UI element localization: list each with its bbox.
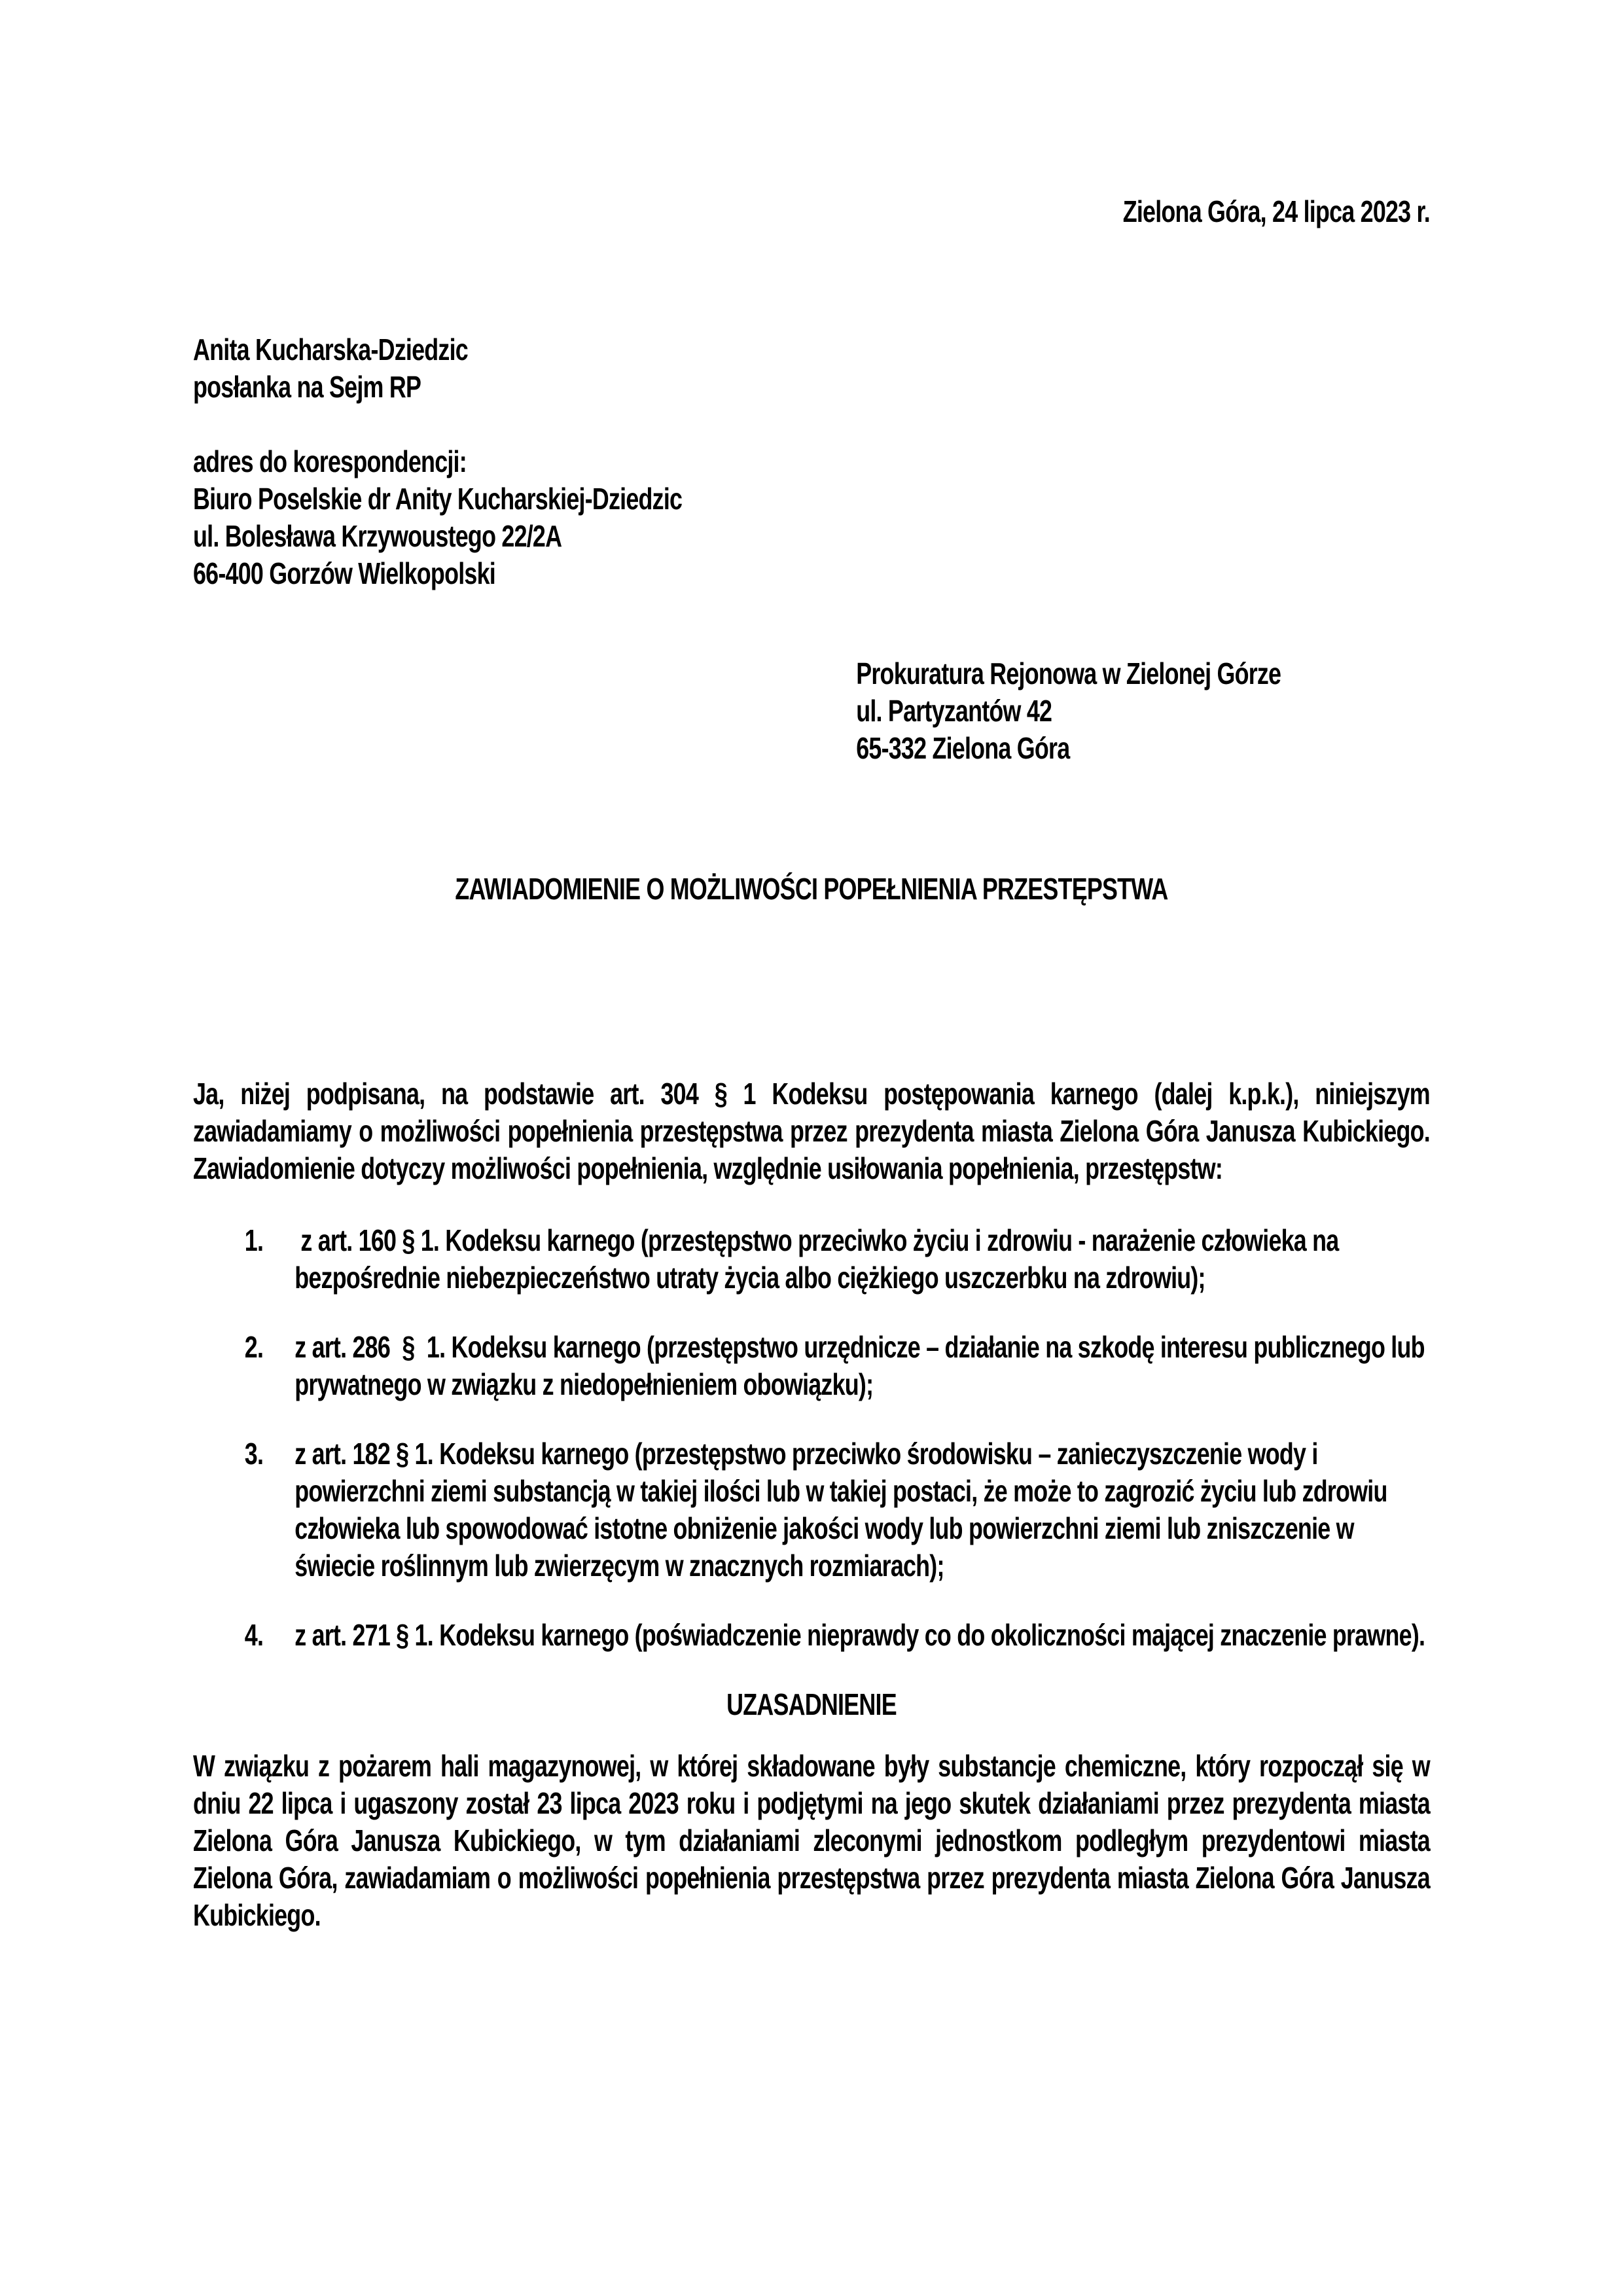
document-title: ZAWIADOMIENIE O MOŻLIWOŚCI POPEŁNIENIA PRZESTĘPSTWA [455, 872, 1168, 906]
offense-item-text: z art. 286 § 1. Kodeksu karnego (przestępstwo urzędnicze – działanie na szkodę interesu publicznego lub prywatnego w związku z niedopełnieniem obowiązku); [294, 1330, 1431, 1401]
offense-item-number: 2. [244, 1330, 264, 1364]
intro-paragraph: Ja, niżej podpisana, na podstawie art. 304 § 1 Kodeksu postępowania karnego (dalej k.p.k.), niniejszym zawiadamiamy o możliwości popełnienia przestępstwa przez prezydenta miasta Zielona Góra Janusza Kubickiego. Zawiadomienie dotyczy możliwości popełnienia, względnie usiłowania popełnienia, przestępstw: [193, 1077, 1430, 1185]
offense-item [245, 1435, 1430, 1585]
sender-address-line: ul. Bolesława Krzywoustego 22/2A [193, 519, 562, 553]
offense-item-text: z art. 160 § 1. Kodeksu karnego (przestępstwo przeciwko życiu i zdrowiu - narażenie człowieka na bezpośrednie niebezpieczeństwo utraty życia albo ciężkiego uszczerbku na zdrowiu); [294, 1223, 1345, 1295]
offense-item [245, 1329, 1430, 1403]
sender-block [193, 331, 1430, 592]
offense-item-number: 3. [244, 1437, 264, 1471]
recipient-name: Prokuratura Rejonowa w Zielonej Górze [856, 656, 1281, 691]
document-content [193, 193, 1430, 1934]
sender-role: posłanka na Sejm RP [193, 370, 421, 404]
offense-item [245, 1222, 1430, 1297]
sender-name: Anita Kucharska-Dziedzic [193, 332, 468, 367]
sender-address-line: 66-400 Gorzów Wielkopolski [193, 556, 495, 590]
sender-correspondence-label: adres do korespondencji: [193, 444, 467, 478]
offense-item-text: z art. 182 § 1. Kodeksu karnego (przestępstwo przeciwko środowisku – zanieczyszczenie wody i powierzchni ziemi substancją w takiej ilości lub w takiej postaci, że może to zagrozić życiu lub zdrowiu człowieka lub spowodować istotne obniżenie jakości wody lub powierzchni ziemi lub zniszczenie w świecie roślinnym lub zwierzęcym w znacznych rozmiarach); [294, 1437, 1393, 1583]
offense-item-number: 1. [244, 1223, 264, 1257]
date-line: Zielona Góra, 24 lipca 2023 r. [1122, 194, 1430, 228]
offense-item-number: 4. [244, 1618, 264, 1652]
offense-item [245, 1617, 1430, 1654]
justification-heading: UZASADNIENIE [726, 1687, 897, 1721]
recipient-block [856, 655, 1430, 767]
justification-paragraph: W związku z pożarem hali magazynowej, w której składowane były substancje chemiczne, który rozpoczął się w dniu 22 lipca i ugaszony został 23 lipca 2023 roku i podjętymi na jego skutek działaniami przez prezydenta miasta Zielona Góra Janusza Kubickiego, w tym działaniami zleconymi jednostkom podległym prezydentowi miasta Zielona Góra, zawiadamiam o możliwości popełnienia przestępstwa przez prezydenta miasta Zielona Góra Janusza Kubickiego. [193, 1749, 1430, 1932]
recipient-address-line: 65-332 Zielona Góra [856, 731, 1070, 765]
offense-list [193, 1222, 1430, 1654]
recipient-address-line: ul. Partyzantów 42 [856, 694, 1052, 728]
offense-item-text: z art. 271 § 1. Kodeksu karnego (poświadczenie nieprawdy co do okoliczności mającej znaczenie prawne). [294, 1618, 1425, 1652]
sender-address-line: Biuro Poselskie dr Anity Kucharskiej-Dziedzic [193, 482, 683, 516]
